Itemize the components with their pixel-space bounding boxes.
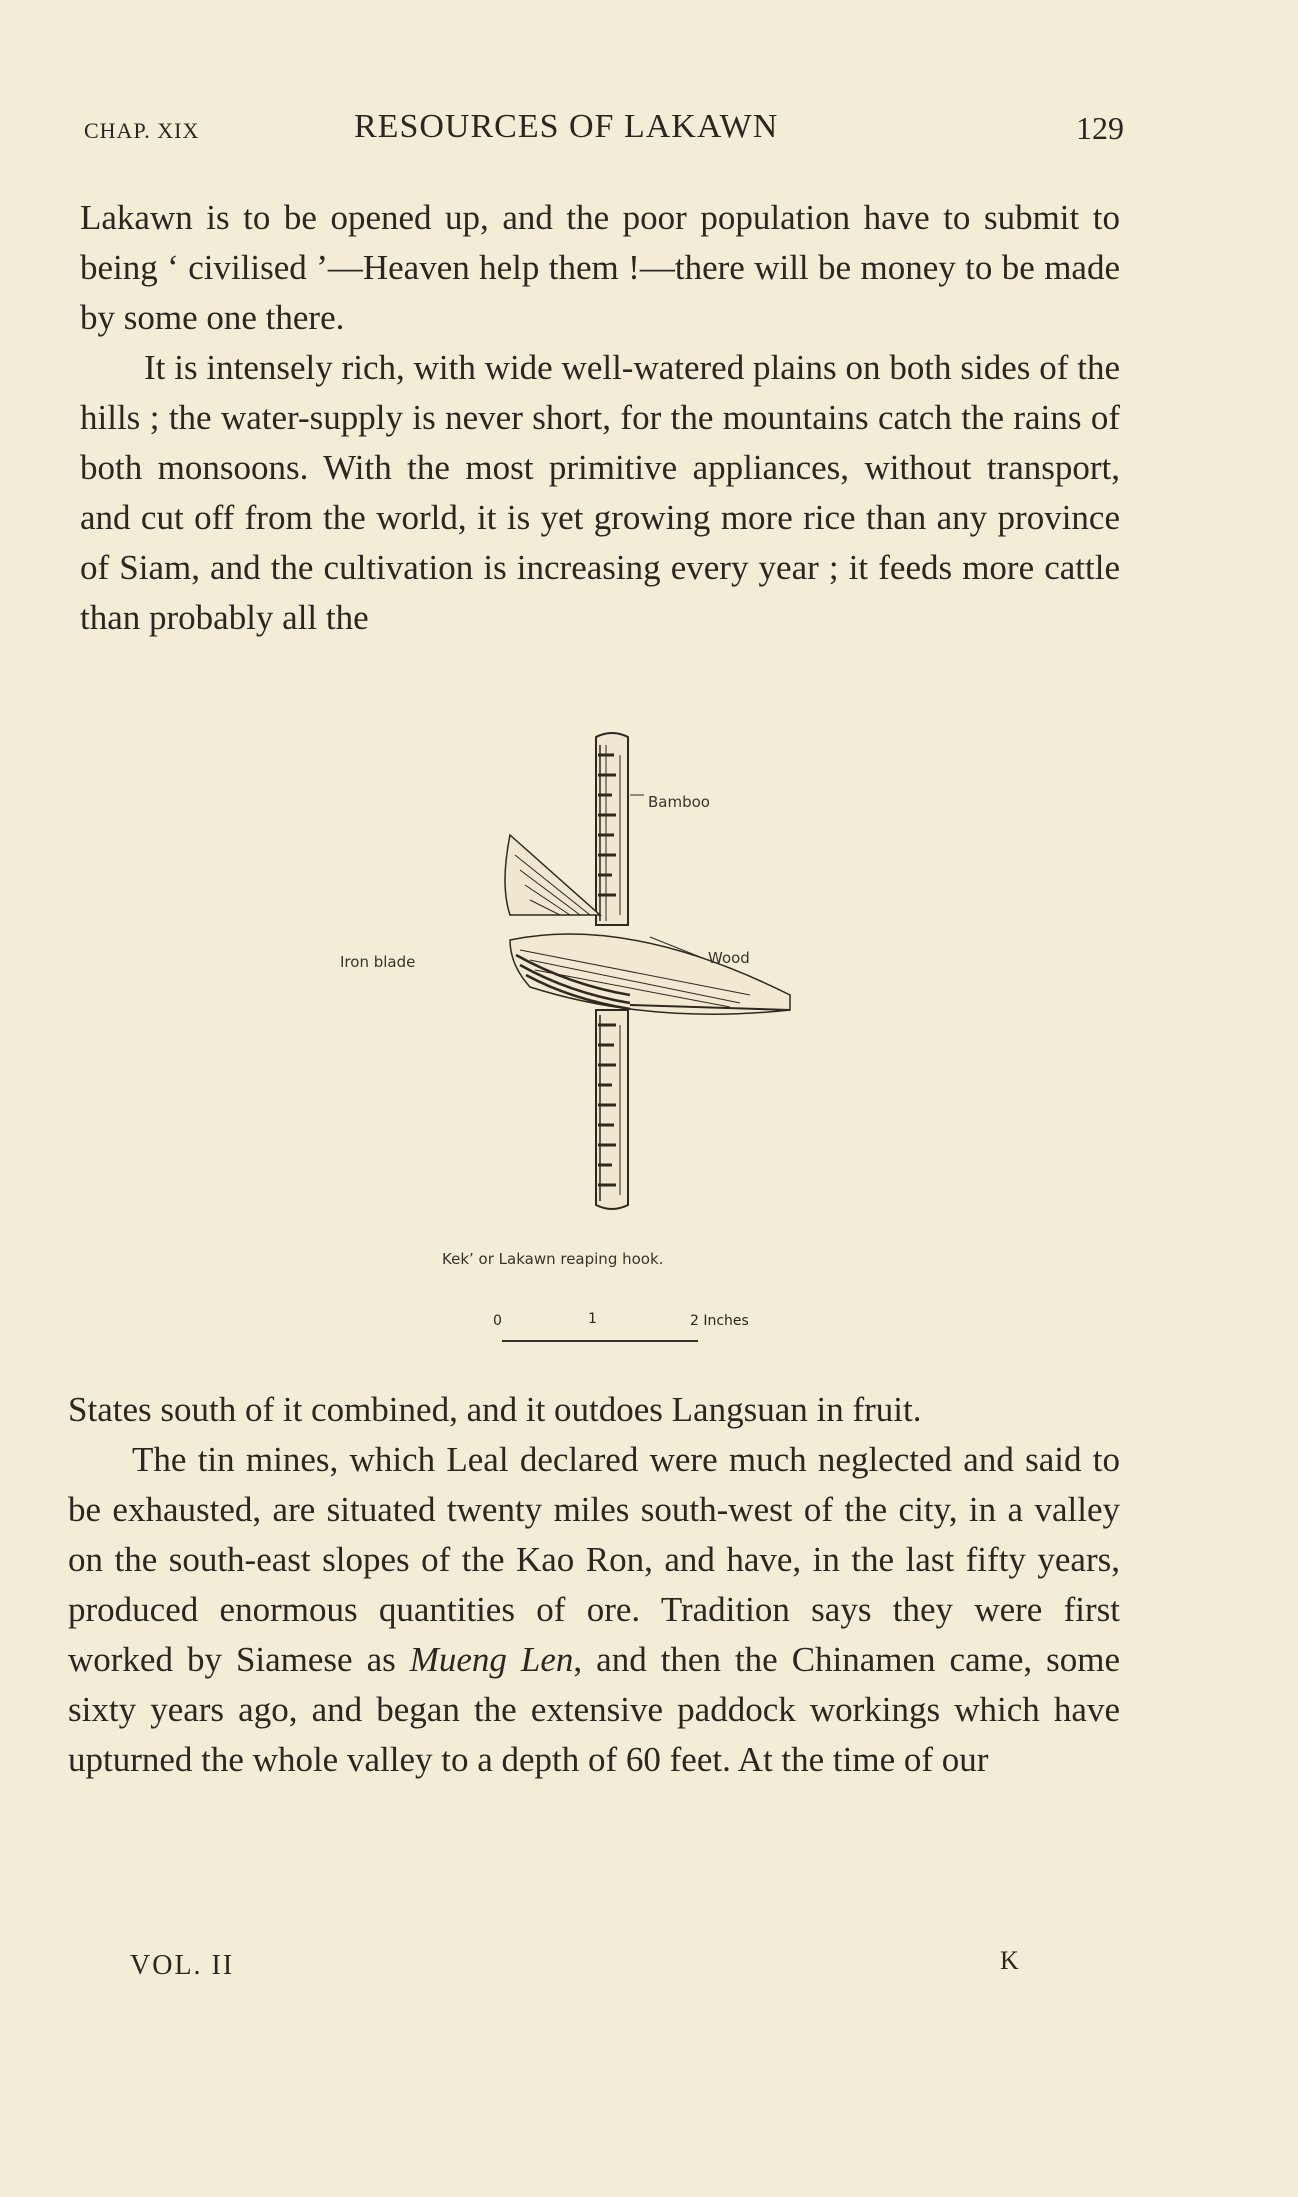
scale-label-zero: 0	[493, 1313, 502, 1329]
bamboo-handle-lower	[596, 1010, 628, 1209]
bamboo-handle-upper	[596, 733, 628, 925]
paragraph-richness: It is intensely rich, with wide well-watered plains on both sides of the hills ; the water-supply is never short, for the mountains catch the rains of both monsoons. With the most primitive appliances, without transport, and cut off from the world, it is yet growing more rice than any province of Siam, and the cultivation is increasing every year ; it feeds more cattle than probably all the	[80, 348, 1120, 637]
bamboo-label: Bamboo	[648, 793, 710, 811]
wood-label: Wood	[708, 949, 750, 967]
tin-mines-text-after: , and then the Chinamen came, some sixty years ago, and began the extensive paddock workings which have upturned the whole valley to a depth of 60 feet. At the time of our	[68, 1640, 1120, 1779]
signature-line	[130, 1946, 1030, 1990]
tin-mines-italic-name: Mueng Len	[409, 1640, 574, 1679]
scale-label-two: 2 Inches	[690, 1313, 749, 1329]
figure-caption: Kek’ or Lakawn reaping hook.	[442, 1250, 664, 1268]
volume-label: VOL. II	[130, 1950, 235, 1981]
scale-bar	[502, 1340, 698, 1342]
text-block-top	[80, 193, 1120, 643]
chapter-label: CHAP. XIX	[84, 118, 200, 143]
paragraph-continuation: States south of it combined, and it outdoes Langsuan in fruit.	[68, 1390, 922, 1429]
text-block-bottom	[68, 1385, 1120, 1785]
page-title: RESOURCES OF LAKAWN	[354, 108, 779, 145]
page-number: 129	[1076, 110, 1124, 146]
iron-blade-label: Iron blade	[340, 953, 416, 971]
signature-mark: K	[1000, 1946, 1019, 1975]
paragraph-opening: Lakawn is to be opened up, and the poor population have to submit to being ‘ civilised ’—Heaven help them !—there will be money to be made by some one there.	[80, 198, 1120, 337]
paragraph-tin-mines	[68, 1435, 1120, 1785]
scale-label-one: 1	[588, 1311, 597, 1327]
reaping-hook-figure	[330, 725, 830, 1355]
tin-mines-text-before: The tin mines, which Leal declared were much neglected and said to be exhausted, are situated twenty miles south-west of the city, in a valley on the south-east slopes of the Kao Ron, and have, in the last fifty years, produced enormous quantities of ore. Tradition says they were first worked by Siamese as	[68, 1440, 1120, 1679]
iron-blade	[505, 835, 790, 1014]
running-head	[84, 108, 1124, 152]
